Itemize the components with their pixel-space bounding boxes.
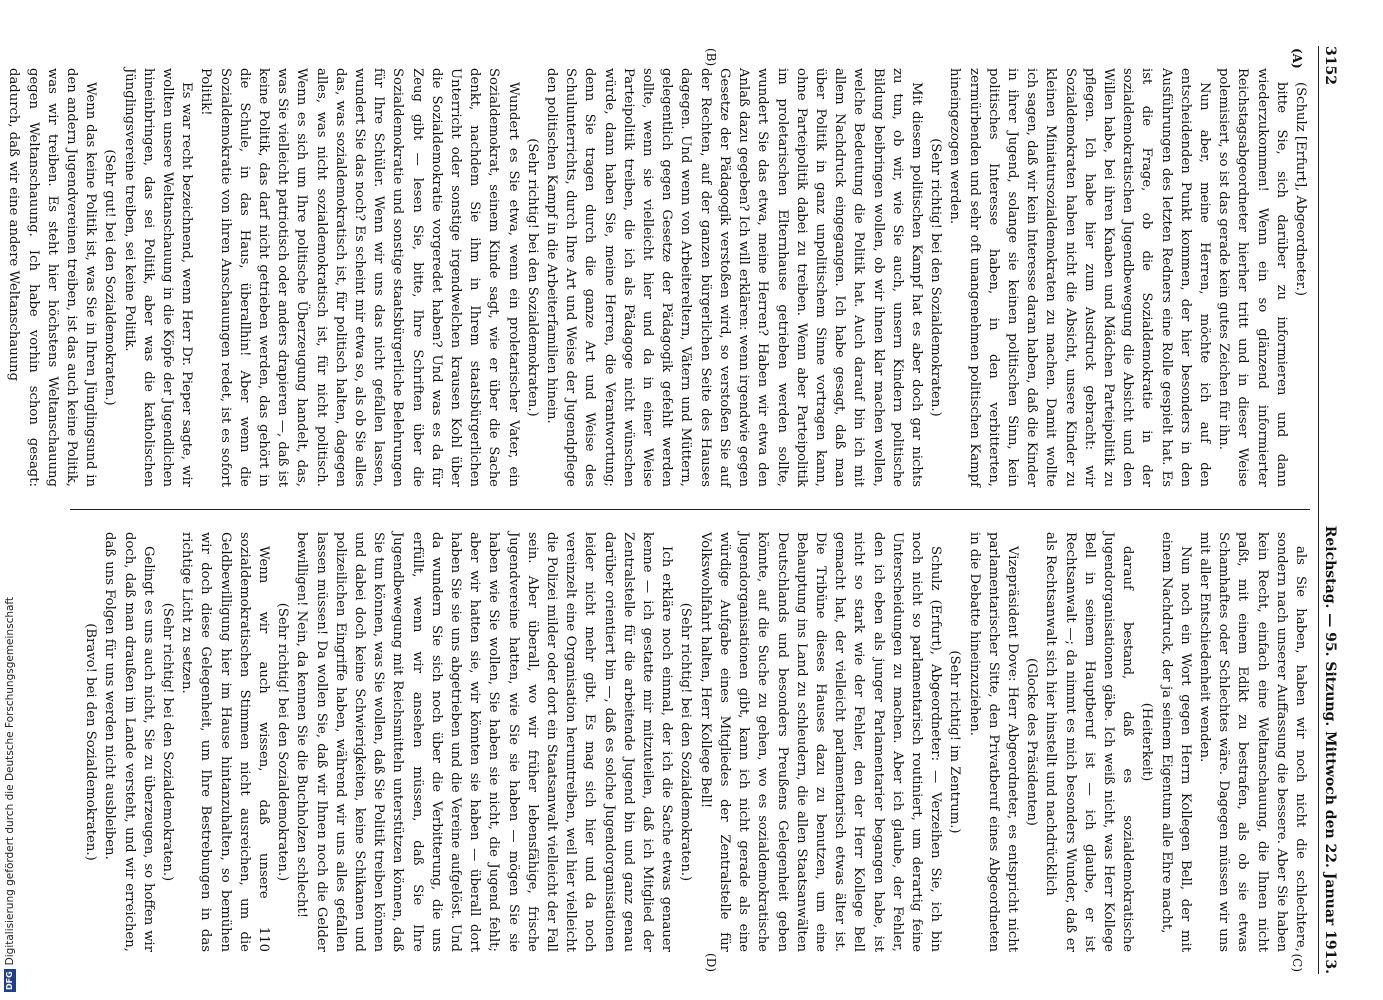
paragraph: Wenn wir auch wissen, daß unsere 110 sozialdemokratischen Stimmen nicht ausreichen, um die Geldbewilligung hier im Hause hintanzuhalten, so bemühen wir doch diese Gelegenheit, um Ihre Bestrebungen in das richtige Licht zu setzen. [179, 532, 272, 952]
margin-marker-c: (C) [1290, 953, 1304, 972]
interjection: (Sehr richtig! bei den Sozialdemokraten.) [275, 602, 291, 882]
paragraph: bitte Sie, sich darüber zu informieren und dann wiederzukommen! Wenn ein so glänzend informierter Reichstagsabgeordneter hierher tritt und in dieser Weise polemisiert, so ist das gerade kein gutes Zeichen für ihn. [1216, 68, 1289, 487]
margin-marker-a: (A) [1290, 48, 1304, 69]
page-number: 3152 [1322, 46, 1338, 85]
credit-line: Digitalisierung gefördert durch die Deutsche Forschungsgemeinschaft [4, 596, 16, 966]
right-column [70, 510, 1310, 974]
paragraph: Nun aber, meine Herren, möchte ich auf den entscheidenden Punkt kommen, der hier besonders in den Ausführungen des letzten Redners eine Rolle gespielt hat. Es ist die Frage, ob die Sozialdemokratie in der sozialdemokratischen Jugendbewegung die Absicht und den Willen habe, bei ihren Knaben und Mädchen Parteipolitik zu pflegen. Ich habe hier zum Ausdruck gebracht: wir Sozialdemokraten haben nicht die Absicht, unsere Kinder zu kleinen Miniatursozialdemokraten zu machen. Damit wollte ich sagen, daß wir kein Interesse daran haben, daß die Kinder in ihrer Jugend, solange sie keinen politischen Sinn, kein politisches Interesse haben, in den verbitterten, zermürbenden und sehr oft unangenehmen politischen Kampf hineingezogen werden. [947, 68, 1212, 487]
interjection: (Glocke des Präsidenten) [1024, 658, 1040, 826]
interjection: (Bravo! bei den Sozialdemokraten.) [83, 623, 99, 861]
paragraph: als Sie haben, haben wir noch nicht die schlechtere, sondern nach unserer Auffassung die bessere. Aber Sie haben kein Recht, einfach eine Weltanschauung, die Ihnen nicht paßt, mit einem Edikt zu bestrafen, als ob sie etwas Schamhaftes oder Schlechtes wäre. Dagegen müssen wir uns mit aller Entschiedenheit wenden. [1196, 532, 1308, 952]
left-column [6, 46, 1310, 510]
interjection: (Sehr richtig! bei den Sozialdemokraten.) [160, 602, 176, 882]
paragraph: Mit diesem politischen Kampf hat es aber doch gar nichts zu tun, ob wir, wie Sie auch, unsern Kindern politische Bildung beibringen wollen, ob wir ihnen klar machen wollen, welche Bedeutung die Politik hat. Auch darauf bin ich mit allem Nachdruck eingegangen. Ich habe gesagt, daß man über Politik in ganz unpolitischem Sinne vortragen kann, ohne Parteipolitik dabei zu treiben. Wenn aber Parteipolitik im proletarischen Elternhause getrieben werden sollte, wundert Sie das etwa, meine Herren? Haben wir etwa den Anlaß dazu gegeben? Ich will erklären: wenn irgendwie gegen Gesetze der Pädagogik verstoßen wird, so verstoßen Sie auf der Rechten, auf der ganzen bürgerlichen Seite des Hauses dagegen. Und wenn von Arbeitereltern, Vätern und Müttern, gelegentlich gegen Gesetze der Pädagogik gefehlt werden sollte, wenn sie vielleicht hier und da in einer Weise Parteipolitik treiben, die ich als Pädagoge nicht wünschen würde, dann haben Sie, meine Herren, die Verantwortung; denn Sie tragen durch die ganze Art und Weise des Schulunterrichts, durch Ihre Art und Weise der Jugendpflege den politischen Kampf in die Arbeiterfamilien hinein. [544, 68, 924, 487]
paragraph: Wenn das keine Politik ist, was Sie in Ihren Jünglingsund in den andern Jugendvereinen treiben, ist das auch keine Politik, was wir treiben. Es steht hier höchstens Weltanschauung gegen Weltanschauung. Ich habe vorhin schon gesagt: dadurch, daß wir eine andere Weltanschauung [6, 68, 99, 487]
paragraph: Ich erkläre noch einmal, der ich die Sache etwas genauer kenne — ich gestatte mir mitzuteilen, daß ich Mitglied der Zentralstelle für die arbeitende Jugend bin und ganz genau darüber orientiert bin —, daß es solche Jugendorganisationen leider nicht mehr gibt. Es mag sich hier und da noch vereinzelt eine Organisation herumtreiben, weil hier vielleicht die Polizei milder oder dort ein Staatsanwalt vielleicht der Fall sein. Aber überall, wo wir früher lebensfähige, frische Jugendvereine hatten, wie Sie sie haben — mögen Sie sie haben wie Sie wollen, Sie haben sie nicht, die Jugend fehlt; aber wir hatten sie, wir könnten sie haben — überall dort haben Sie sie uns abgetrieben und die Vereine aufgelöst. Und da wundern Sie sich noch über die Verbitterung, die uns erfüllt, wenn wir ansehen müssen, daß Sie Ihre Jugendbewegung mit Reichsmitteln unterstützen können, daß Sie tun können, was Sie wollen, daß Sie Politik treiben können und dabei doch keine Schwierigkeiten, keine Schikanen und polizeilichen Eingriffe haben, während wir uns alles gefallen lassen müssen! Da wollen Sie, daß wir Ihnen noch die Gelder bewilligen! Nein, da kennen Sie die Buchholzen schlecht! [294, 532, 675, 952]
interjection: (Heiterkeit) [1139, 702, 1155, 782]
dfg-logo: DFG [5, 971, 14, 990]
interjection: (Sehr richtig! bei den Sozialdemokraten.) [678, 602, 694, 882]
interjection: (Sehr richtig! bei den Sozialdemokraten.) [928, 138, 944, 417]
paragraph: Wundert es Sie etwa, wenn ein proletarischer Vater, ein Sozialdemokrat, seinem Kinde sagt, wie er über die Sache denkt, nachdem Sie ihm in Ihrem staatsbürgerlichen Unterricht oder sonstige irgendwelchen krausen Kohl über die Sozialdemokratie vorgeredet haben? Und was es da für Zeug gibt — lesen Sie, bitte, Ihre Schriften über die Sozialdemokratie und sonstige staatsbürgerliche Belehrungen für Ihre Schüler. Wenn wir uns das nicht gefallen lassen, wundert Sie das noch? Es scheint mir etwa so, als ob Sie alles das, was sozialdemokratisch ist, für politisch halten, dagegen alles, was nicht sozialdemokratisch ist, für nicht politisch. Wenn es sich um Ihre politische Überzeugung handelt, das, was Sie vielleicht patriotisch oder anders drapieren —, daß ist keine Politik, das darf nicht getrieben werden, das gehört in die Schule, in das Haus, überallhin! Aber wenn die Sozialdemokratie von ihren Anschauungen redet, ist es sofort Politik! [198, 68, 521, 487]
margin-marker-d: (D) [704, 953, 718, 972]
paragraph: (Schulz [Erfurt], Abgeordneter.) [1293, 82, 1308, 296]
paragraph: Schulz (Erfurt), Abgeordneter: — Verzeihen Sie, ich bin noch nicht so parlamentarisch routiniert, um derartig feine Unterscheidungen zu machen. Aber ich glaube, der Fehler, den ich eben als junger Parlamentarier begangen habe, ist nicht so stark wie der Fehler, den der Herr Kollege Bell gemacht hat, der vielleicht parlamentarisch etwas älter ist. Die Tribüne dieses Hauses dazu zu benutzen, um eine Behauptung ins Land zu schleudern, die allen Staatsanwälten Deutschlands und besonders Preußens Gelegenheit geben könnte, auf die Suche zu gehen, wo es sozialdemokratische Jugendorganisationen gibt, kann ich nicht gerade als eine würdige Aufgabe eines Mitgliedes der Zentralstelle für Volkswohlfahrt halten, Herr Kollege Bell! [697, 532, 944, 952]
interjection: (Sehr gut! bei den Sozialdemokraten.) [102, 149, 118, 406]
page-title: Reichstag. — 95. Sitzung. Mittwoch den 22. Januar 1913. [1322, 525, 1338, 974]
paragraph: Gelingt es uns auch nicht, Sie zu überzeugen, so hoffen wir doch, daß man draußen im Lande versteht, und wir erreichen, daß uns Folgen für uns werden nicht ausbleiben. [102, 532, 156, 952]
paragraph: darauf bestand, daß es sozialdemokratische Jugendorganisationen gäbe. Ich weiß nicht, was Herr Kollege Bell in seinem Hauptberuf ist — ich glaube, er ist Rechtsanwalt —; da nimmt es mich besonders Wunder, daß er als Rechtsanwalt sich hier hinstellt und nachdrücklich [1043, 532, 1136, 952]
interjection: (Sehr richtig! bei den Sozialdemokraten.) [524, 138, 540, 417]
interjection: (Sehr richtig! im Zentrum.) [947, 650, 963, 834]
paragraph: Nun noch ein Wort gegen Herrn Kollegen Bell, der mit einem Nachdruck, der ja seinem Eigentum alle Ehre macht, [1158, 532, 1193, 952]
paragraph: Vizepräsident Dove: Herr Abgeordneter, es entspricht nicht parlamentarischer Sitte, den Privatberuf eines Abgeordneten in die Debatte hineinzuziehen. [966, 532, 1020, 952]
paragraph: Es war recht bezeichnend, wenn Herr Dr. Pieper sagte, wir wollten unsere Weltanschauung in die Köpfe der Jugendlichen hineinbringen, das sei Politik, aber was die katholischen Jünglingsvereine treiben, sei keine Politik. [121, 68, 195, 487]
margin-marker-b: (B) [704, 48, 718, 67]
page-header [1318, 46, 1338, 974]
